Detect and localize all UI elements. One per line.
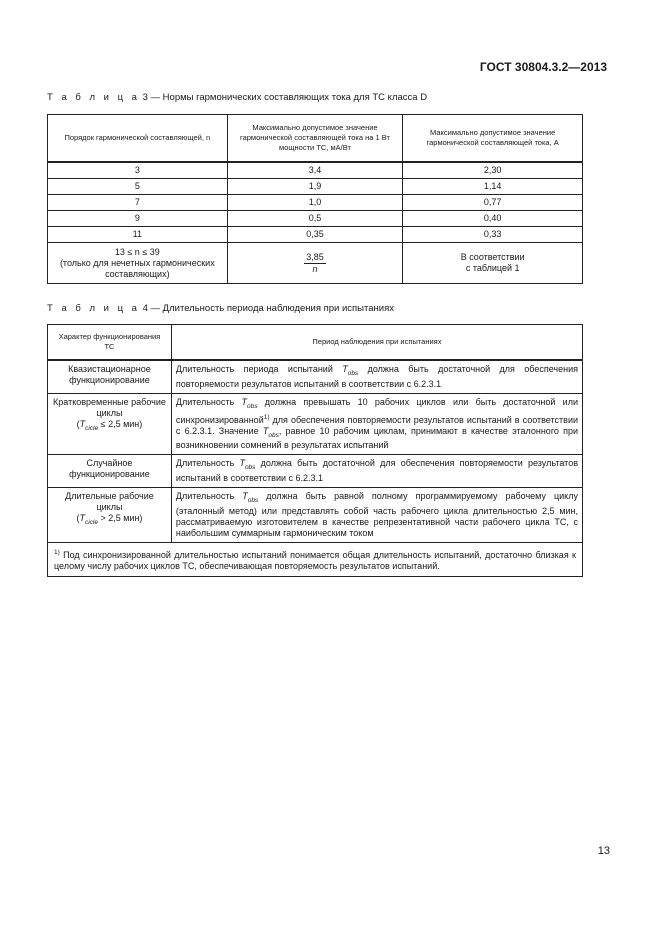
cell-max-current: 0,33 <box>403 227 583 243</box>
order-range-note: (только для нечетных гармонических составляющих) <box>59 257 215 279</box>
harmonics-table <box>47 114 583 284</box>
cell-period: Длительность $T_{obs}$ должна превышать 10 рабочих циклов или быть достаточной или синхронизированной$^{1)}$ для обеспечения повторяемости результатов испытаний в соответствии с 6.2.3.1. Значение $T_{obs}$, равное 10 рабочим циклам, принимают в качестве эталонного при возникновении сомнений в результатах испытаний <box>171 393 582 455</box>
fraction <box>304 252 326 275</box>
cell-mode: Длительные рабочие циклы ($T_{cicle} > 2,5$ мин) <box>48 488 172 543</box>
table-row <box>48 227 583 243</box>
order-range: 13 ≤ n ≤ 39 <box>114 246 160 257</box>
table-row <box>48 195 583 211</box>
cell-per-watt: 0,35 <box>227 227 403 243</box>
ref-line1: В соответствии <box>460 252 525 262</box>
table-header-row <box>48 325 583 361</box>
col-header-per-watt: Максимально допустимое значение гармонической составляющей тока на 1 Вт мощности ТС, мА/Вт <box>227 115 403 163</box>
table4-caption <box>47 303 394 314</box>
ref-line2: с таблицей 1 <box>465 263 520 273</box>
cell-order-range <box>48 243 228 284</box>
col-header-period: Период наблюдения при испытаниях <box>171 325 582 361</box>
cell-order: 3 <box>48 162 228 179</box>
table3-caption <box>47 92 427 103</box>
table3-caption-number: 3 <box>142 92 148 103</box>
standard-number: ГОСТ 30804.3.2—2013 <box>479 60 607 74</box>
footnote-ref: 1) <box>263 413 270 421</box>
cell-per-watt: 0,5 <box>227 211 403 227</box>
cell-mode: Случайное функционирование <box>48 455 172 488</box>
cell-order: 5 <box>48 179 228 195</box>
table-row <box>48 211 583 227</box>
cell-period: Длительность $T_{obs}$ должна быть достаточной для обеспечения повторяемости результатов испытаний в соответствии с 6.2.3.1 <box>171 455 582 488</box>
cell-max-current: 1,14 <box>403 179 583 195</box>
fraction-numerator: 3,85 <box>306 251 324 262</box>
cell-order: 9 <box>48 211 228 227</box>
table-row <box>48 179 583 195</box>
col-header-mode: Характер функционирования ТС <box>48 325 172 361</box>
cell-max-current: 0,77 <box>403 195 583 211</box>
cell-period: Длительность периода испытаний $T_{obs}$ должна быть достаточной для обеспечения повторяемости результатов испытаний в соответствии с 6.2.3.1 <box>171 360 582 393</box>
table-row <box>48 162 583 179</box>
cell-mode: Кратковременные рабочие циклы ($T_{cicle} \le 2,5$ мин) <box>48 393 172 455</box>
col-header-max-current: Максимально допустимое значение гармонической составляющей тока, А <box>403 115 583 163</box>
table4-caption-text: — Длительность периода наблюдения при испытаниях <box>150 303 394 314</box>
table-row <box>48 243 583 284</box>
cell-mode: Квазистационарное функционирование <box>48 360 172 393</box>
table4-caption-label: Т а б л и ц а <box>47 303 140 314</box>
cell-order: 7 <box>48 195 228 211</box>
table-row <box>48 455 583 488</box>
fraction-denominator: n <box>312 263 318 274</box>
cell-per-watt-formula <box>227 243 403 284</box>
footnote-marker: 1) <box>54 548 60 556</box>
table3-caption-text: — Нормы гармонических составляющих тока для ТС класса D <box>150 92 428 103</box>
observation-period-table <box>47 324 583 577</box>
table3-caption-label: Т а б л и ц а <box>47 92 140 103</box>
table4-caption-number: 4 <box>142 303 148 314</box>
table-row <box>48 360 583 393</box>
cell-per-watt: 3,4 <box>227 162 403 179</box>
cell-max-current: 2,30 <box>403 162 583 179</box>
table-header-row <box>48 115 583 163</box>
cell-per-watt: 1,0 <box>227 195 403 211</box>
cell-max-current: 0,40 <box>403 211 583 227</box>
cell-per-watt: 1,9 <box>227 179 403 195</box>
footnote-row <box>48 542 583 576</box>
col-header-order: Порядок гармонической составляющей, n <box>48 115 228 163</box>
cell-order: 11 <box>48 227 228 243</box>
table-row <box>48 488 583 543</box>
page-number: 13 <box>597 845 610 857</box>
footnote <box>48 542 583 576</box>
cell-period: Длительность $T_{obs}$ должна быть равной полному программируемому рабочему циклу (эталонный метод) или представлять собой часть рабочего цикла длительностью 2,5 мин, рассматриваемую изготовителем в качестве репрезентативной части рабочего цикла ТС, с наибольшим суммарным гармоническим током <box>171 488 582 543</box>
table-row <box>48 393 583 455</box>
footnote-text: Под синхронизированной длительностью испытаний понимается общая длительность испытаний, достаточно близкая к целому числу рабочих циклов ТС, обеспечивающая повторяемость результатов испытаний. <box>54 549 576 571</box>
cell-max-current-ref <box>403 243 583 284</box>
